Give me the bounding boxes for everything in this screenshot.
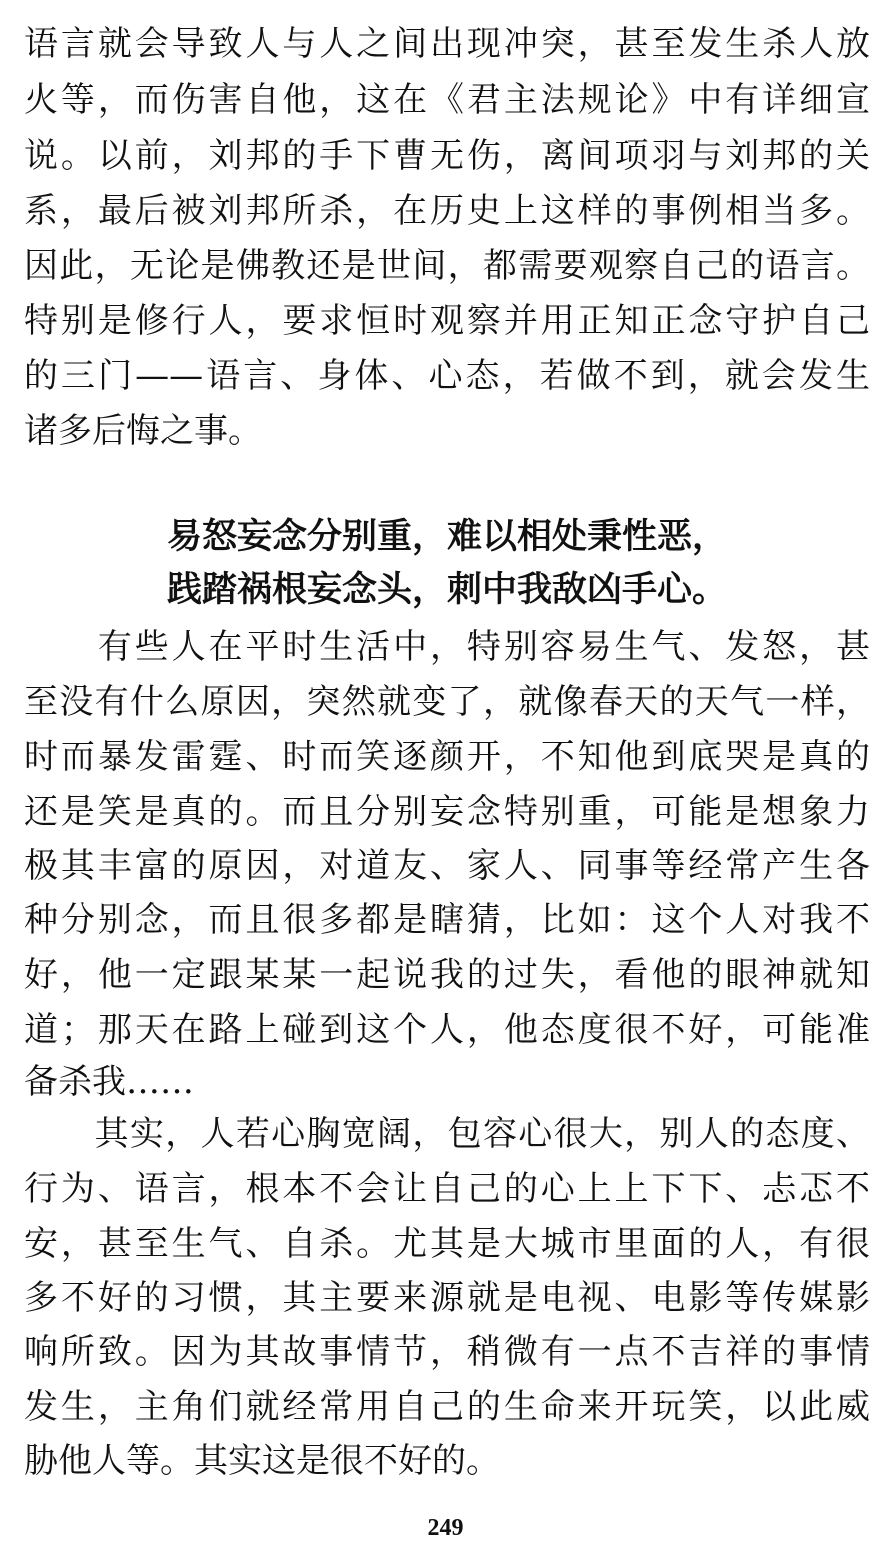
verse-line: 践踏祸根妄念头，刺中我敌凶手心。 [166,570,727,610]
text-line: 其实，人若心胸宽阔，包容心很大，别人的态度、 [24,1114,870,1154]
text-line: 时而暴发雷霆、时而笑逐颜开，不知他到底哭是真的 [24,737,870,777]
text-line: 说。以前，刘邦的手下曹无伤，离间项羽与刘邦的关 [24,136,870,176]
text-line: 火等，而伤害自他，这在《君主法规论》中有详细宣 [24,80,870,120]
text-line: 的三门——语言、身体、心态，若做不到，就会发生 [24,356,870,396]
text-line: 有些人在平时生活中，特别容易生气、发怒，甚 [24,627,870,667]
text-line: 系，最后被刘邦所杀，在历史上这样的事例相当多。 [24,191,870,231]
text-line: 种分别念，而且很多都是瞎猜，比如：这个人对我不 [24,900,870,940]
text-line: 安，甚至生气、自杀。尤其是大城市里面的人，有很 [24,1224,870,1264]
text-line: 行为、语言，根本不会让自己的心上上下下、忐忑不 [24,1169,870,1209]
text-line: 还是笑是真的。而且分别妄念特别重，可能是想象力 [24,792,870,832]
book-page [24,0,870,1557]
text-line: 特别是修行人，要求恒时观察并用正知正念守护自己 [24,301,870,341]
text-line: 发生，主角们就经常用自己的生命来开玩笑，以此威 [24,1387,870,1427]
text-line: 诸多后悔之事。 [24,411,262,451]
verse-line: 易怒妄念分别重，难以相处秉性恶， [166,517,727,557]
page-number: 249 [427,1515,464,1541]
text-line: 因此，无论是佛教还是世间，都需要观察自己的语言。 [24,246,870,286]
text-line: 道；那天在路上碰到这个人，他态度很不好，可能准 [24,1010,870,1050]
text-line: 至没有什么原因，突然就变了，就像春天的天气一样， [24,682,870,722]
text-line: 极其丰富的原因，对道友、家人、同事等经常产生各 [24,846,870,886]
text-line: 语言就会导致人与人之间出现冲突，甚至发生杀人放 [24,24,870,64]
text-line: 响所致。因为其故事情节，稍微有一点不吉祥的事情 [24,1332,870,1372]
text-line: 胁他人等。其实这是很不好的。 [24,1441,500,1481]
text-line: 多不好的习惯，其主要来源就是电视、电影等传媒影 [24,1278,870,1318]
text-line: 备杀我…… [24,1062,194,1102]
text-line: 好，他一定跟某某一起说我的过失，看他的眼神就知 [24,955,870,995]
